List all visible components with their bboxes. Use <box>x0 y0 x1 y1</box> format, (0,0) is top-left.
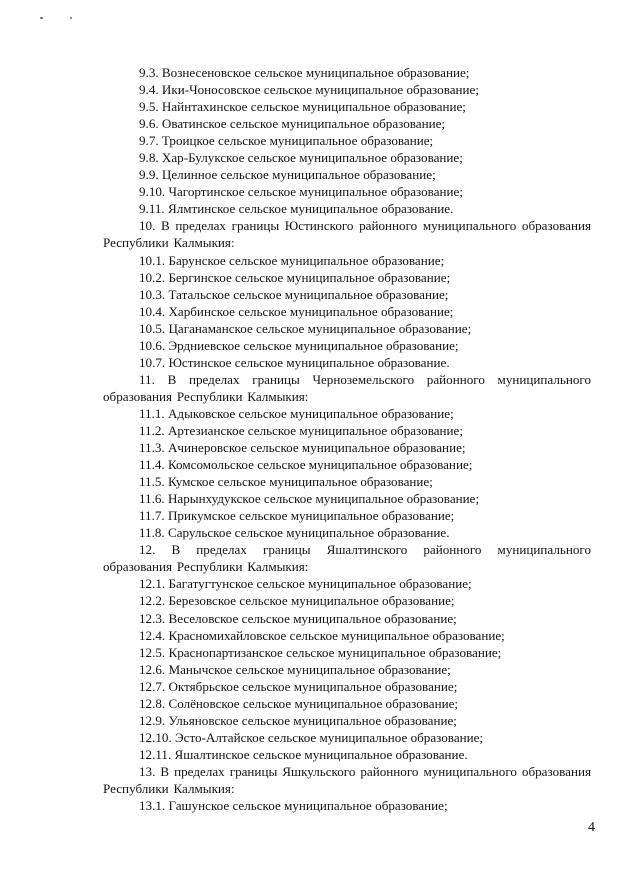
list-item: 12.6. Манычское сельское муниципальное образование; <box>139 661 451 677</box>
list-item: 11.8. Сарульское сельское муниципальное образование. <box>139 525 450 541</box>
list-item: 9.6. Оватинское сельское муниципальное образование; <box>139 116 446 132</box>
list-item: 10.2. Бергинское сельское муниципальное образование; <box>139 269 451 285</box>
list-item: 11.6. Нарынхудукское сельское муниципальное образование; <box>139 491 480 507</box>
list-item: 12.8. Солёновское сельское муниципальное образование; <box>139 695 459 711</box>
list-item: 9.5. Найнтахинское сельское муниципальное образование; <box>139 99 466 115</box>
list-item: 12.11. Яшалтинское сельское муниципальное образование. <box>139 746 468 762</box>
list-item: 10.6. Эрдниевское сельское муниципальное образование; <box>139 337 459 353</box>
list-item: 9.4. Ики-Чоносовское сельское муниципальное образование; <box>139 82 479 98</box>
list-item: 12.7. Октябрьское сельское муниципальное образование; <box>139 678 458 694</box>
list-item: 12.2. Березовское сельское муниципальное образование; <box>139 593 455 609</box>
scan-speck <box>70 17 72 19</box>
section-heading: 12. В пределах границы Яшалтинского районного муниципального образования Республики Калмыкия: <box>103 542 591 575</box>
list-item: 9.8. Хар-Булукское сельское муниципальное образование; <box>139 150 463 166</box>
scan-speck <box>40 17 43 19</box>
list-item: 10.1. Барунское сельское муниципальное образование; <box>139 252 445 268</box>
page-number: 4 <box>588 820 595 835</box>
section-heading: 13. В пределах границы Яшкульского районного муниципального образования Республики Калмыкия: <box>103 763 591 796</box>
list-item: 10.4. Харбинское сельское муниципальное образование; <box>139 303 454 319</box>
section-heading: 10. В пределах границы Юстинского районного муниципального образования Республики Калмыкия: <box>103 218 591 251</box>
list-item: 9.10. Чагортинское сельское муниципальное образование; <box>139 184 463 200</box>
list-item: 9.7. Троицкое сельское муниципальное образование; <box>139 133 434 149</box>
list-item: 9.9. Целинное сельское муниципальное образование; <box>139 167 436 183</box>
section-heading: 11. В пределах границы Черноземельского районного муниципального образования Республики Калмыкия: <box>103 371 591 404</box>
list-item: 10.3. Татальское сельское муниципальное образование; <box>139 286 449 302</box>
list-item: 11.1. Адыковское сельское муниципальное образование; <box>139 405 454 421</box>
list-item: 12.4. Красномихайловское сельское муниципальное образование; <box>139 627 505 643</box>
list-item: 12.9. Ульяновское сельское муниципальное образование; <box>139 712 457 728</box>
list-item: 11.4. Комсомольское сельское муниципальное образование; <box>139 457 473 473</box>
document-body <box>103 64 591 814</box>
list-item: 10.7. Юстинское сельское муниципальное образование. <box>139 354 450 370</box>
list-item: 9.3. Вознесеновское сельское муниципальное образование; <box>139 65 470 80</box>
list-item: 11.7. Прикумское сельское муниципальное образование; <box>139 508 455 524</box>
list-item: 12.5. Краснопартизанское сельское муниципальное образование; <box>139 644 502 660</box>
list-item: 12.1. Багатугтунское сельское муниципальное образование; <box>139 576 472 592</box>
list-item: 11.3. Ачинеровское сельское муниципальное образование; <box>139 440 466 456</box>
list-item: 11.5. Кумское сельское муниципальное образование; <box>139 474 433 490</box>
list-item: 12.3. Веселовское сельское муниципальное образование; <box>139 610 457 626</box>
list-item: 11.2. Артезианское сельское муниципальное образование; <box>139 422 463 438</box>
list-item: 12.10. Эсто-Алтайское сельское муниципальное образование; <box>139 729 484 745</box>
list-item: 10.5. Цаганаманское сельское муниципальное образование; <box>139 320 472 336</box>
list-item: 13.1. Гашунское сельское муниципальное образование; <box>139 798 448 814</box>
list-item: 9.11. Ялмтинское сельское муниципальное образование. <box>139 201 454 217</box>
